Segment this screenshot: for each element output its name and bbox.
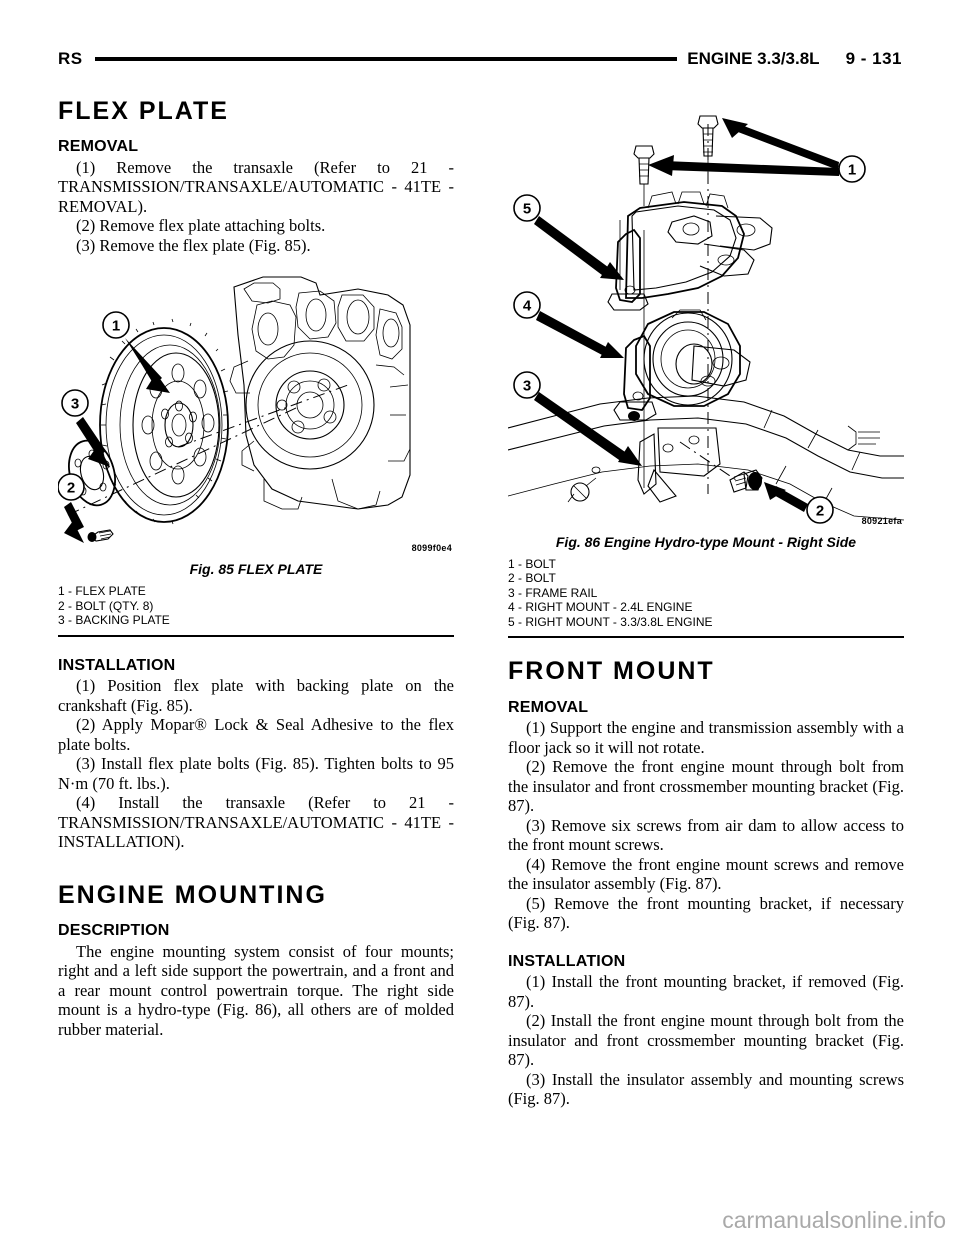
- front-mount-removal-step-4: (4) Remove the front engine mount screws and remove the insulator assembly (Fig. 87).: [508, 854, 904, 894]
- removal-step-2: (2) Remove flex plate attaching bolts.: [76, 216, 326, 236]
- right-column: [508, 98, 904, 1168]
- figure-85-code: 8099f0e4: [411, 543, 452, 554]
- figure-85-legend: [58, 584, 454, 628]
- flex-plate-disc: [100, 319, 228, 524]
- figure-86-legend: [508, 557, 904, 630]
- figure-85-caption: Fig. 85 FLEX PLATE: [189, 561, 323, 578]
- callout-2-label: 2: [815, 502, 825, 520]
- legend-item: 3 - FRAME RAIL: [508, 585, 598, 600]
- right-mount-24: [614, 310, 750, 421]
- header-divider-rule: [95, 57, 678, 61]
- figure-86-artwork: [508, 98, 904, 528]
- left-column: [58, 98, 454, 1168]
- front-mount-installation-step-3: (3) Install the insulator assembly and mounting screws (Fig. 87).: [508, 1069, 904, 1109]
- callout-5: [514, 195, 624, 280]
- callout-5-label: 5: [522, 200, 532, 218]
- callout-4-label: 4: [522, 297, 532, 315]
- front-mount-installation-step-1: (1) Install the front mounting bracket, if removed (Fig. 87).: [508, 972, 904, 1011]
- callout-1: [648, 118, 865, 182]
- flex-plate-bolt: [88, 530, 114, 542]
- callout-2: [764, 482, 833, 523]
- heading-removal-front-mount: REMOVAL: [508, 698, 589, 716]
- callout-2-label: 2: [66, 479, 76, 497]
- heading-removal-flex-plate: REMOVAL: [58, 138, 139, 156]
- engine-block-drawing: [230, 277, 410, 509]
- front-mount-removal-step-3: (3) Remove six screws from air dam to allow access to the front mount screws.: [508, 815, 904, 855]
- right-mount-33-38: [608, 192, 772, 310]
- description-paragraph: The engine mounting system consist of four mounts; right and a left side support the powertrain, and a front and a rear mount control powertrain torque. The right side mount is a hydro-type (Fig. 86), all others are of molded rubber material.: [58, 941, 454, 1039]
- legend-item: 1 - FLEX PLATE: [58, 584, 146, 599]
- heading-description: DESCRIPTION: [58, 921, 170, 939]
- page-header: [58, 44, 902, 74]
- callout-3: [514, 372, 642, 466]
- legend-item: 2 - BOLT: [508, 571, 556, 586]
- legend-item: 2 - BOLT (QTY. 8): [58, 598, 154, 613]
- callout-3-label: 3: [70, 395, 80, 413]
- header-page-number: 9 - 131: [845, 49, 902, 68]
- removal-step-1: (1) Remove the transaxle (Refer to 21 - TRANSMISSION/TRANSAXLE/AUTOMATIC - 41TE - REMOVAL).: [58, 157, 454, 216]
- figure-86-caption: Fig. 86 Engine Hydro-type Mount - Right Side: [555, 534, 857, 550]
- installation-step-4: (4) Install the transaxle (Refer to 21 - TRANSMISSION/TRANSAXLE/AUTOMATIC - 41TE - INSTALLATION).: [58, 793, 454, 852]
- callout-3-label: 3: [522, 377, 532, 395]
- page-columns: [58, 98, 904, 1168]
- figure-85-artwork: [58, 265, 454, 555]
- legend-item: 1 - BOLT: [508, 556, 556, 571]
- callout-1-label: 1: [847, 161, 857, 179]
- header-section-title: ENGINE 3.3/3.8L: [687, 49, 820, 68]
- figure-86-code: 80921efa: [861, 516, 902, 526]
- callout-1-label: 1: [111, 317, 121, 335]
- site-watermark: carmanualsonline.info: [722, 1207, 946, 1233]
- heading-installation-front-mount: INSTALLATION: [508, 952, 626, 970]
- bolt-upper-left: [634, 146, 654, 206]
- heading-installation-flex-plate: INSTALLATION: [58, 656, 176, 674]
- page-title-engine-mounting: ENGINE MOUNTING: [58, 880, 327, 909]
- installation-step-1: (1) Position flex plate with backing plate on the crankshaft (Fig. 85).: [58, 676, 454, 715]
- installation-step-3: (3) Install flex plate bolts (Fig. 85). Tighten bolts to 95 N·m (70 ft. lbs.).: [58, 754, 454, 793]
- figure-86: [508, 98, 904, 638]
- installation-step-2: (2) Apply Mopar® Lock & Seal Adhesive to the flex plate bolts.: [58, 715, 454, 754]
- front-mount-removal-step-1: (1) Support the engine and transmission assembly with a floor jack so it will not rotate.: [508, 718, 904, 757]
- legend-item: 3 - BACKING PLATE: [58, 613, 170, 628]
- legend-item: 4 - RIGHT MOUNT - 2.4L ENGINE: [508, 600, 693, 615]
- flex-plate-illustration: [58, 265, 454, 555]
- front-mount-removal-step-2: (2) Remove the front engine mount through bolt from the insulator and front crossmember mounting bracket (Fig. 87).: [508, 757, 904, 816]
- front-mount-removal-step-5: (5) Remove the front mounting bracket, if necessary (Fig. 87).: [508, 893, 904, 933]
- legend-item: 5 - RIGHT MOUNT - 3.3/3.8L ENGINE: [508, 614, 713, 629]
- callout-3: [62, 390, 110, 467]
- page-title-front-mount: FRONT MOUNT: [508, 657, 715, 686]
- removal-step-3: (3) Remove the flex plate (Fig. 85).: [76, 235, 311, 255]
- figure-85: [58, 265, 454, 636]
- callout-2: [58, 474, 84, 543]
- header-model-code: RS: [58, 49, 83, 68]
- front-mount-installation-step-2: (2) Install the front engine mount through bolt from the insulator and front crossmember mounting bracket (Fig. 87).: [508, 1011, 904, 1070]
- header-section-info: [687, 49, 902, 69]
- page-title-flex-plate: FLEX PLATE: [58, 97, 229, 125]
- engine-hydro-mount-illustration: [508, 98, 904, 528]
